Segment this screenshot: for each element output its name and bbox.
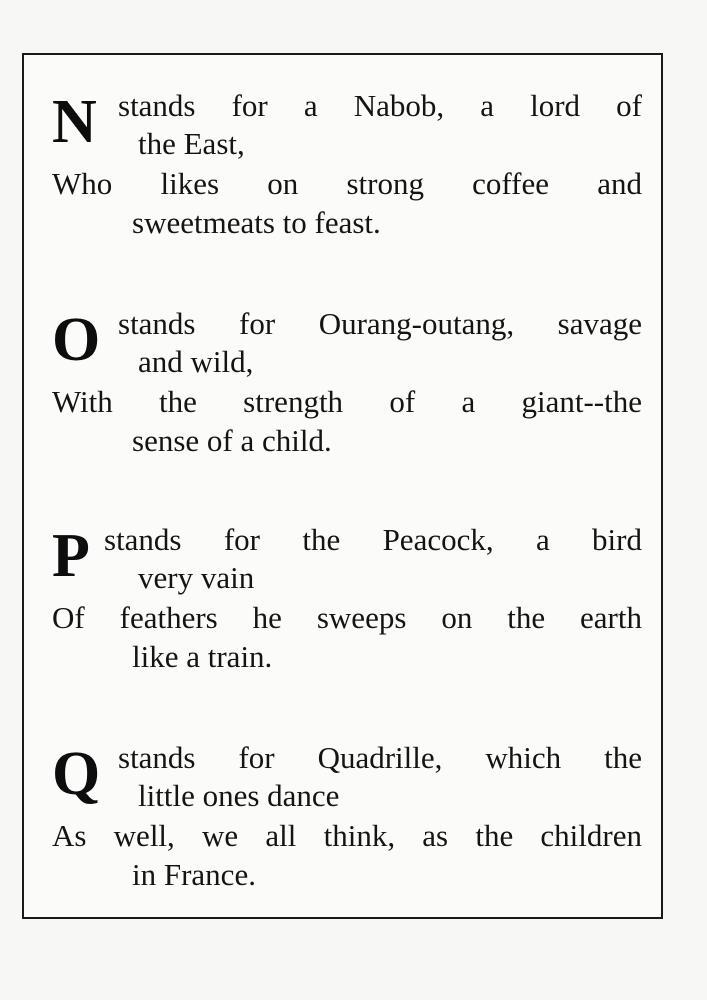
drop-cap-letter: O [52,306,101,374]
verse-line-2: the East, [138,126,245,161]
verse-line-3: With the strength of a giant--the [52,384,642,419]
drop-cap-letter: Q [52,740,101,808]
verse-line-2: very vain [138,560,255,595]
verse-line-1: stands for the Peacock, a bird [104,522,642,557]
drop-cap-letter: N [52,88,97,156]
verse-line-1: stands for a Nabob, a lord of [118,88,642,123]
drop-cap-letter: P [52,522,90,590]
verse-line-3: As well, we all think, as the children [52,818,642,853]
verse-line-3: Who likes on strong coffee and [52,166,642,201]
verse-line-1: stands for Quadrille, which the [118,740,642,775]
verse-line-4: sweetmeats to feast. [132,205,381,240]
verse-line-4: in France. [132,857,256,892]
verse-line-4: like a train. [132,639,273,674]
page-frame [22,53,663,919]
verse-line-1: stands for Ourang-outang, savage [118,306,642,341]
verse-line-2: little ones dance [138,778,340,813]
verse-line-3: Of feathers he sweeps on the earth [52,600,642,635]
verse-line-2: and wild, [138,344,254,379]
verse-line-4: sense of a child. [132,423,332,458]
